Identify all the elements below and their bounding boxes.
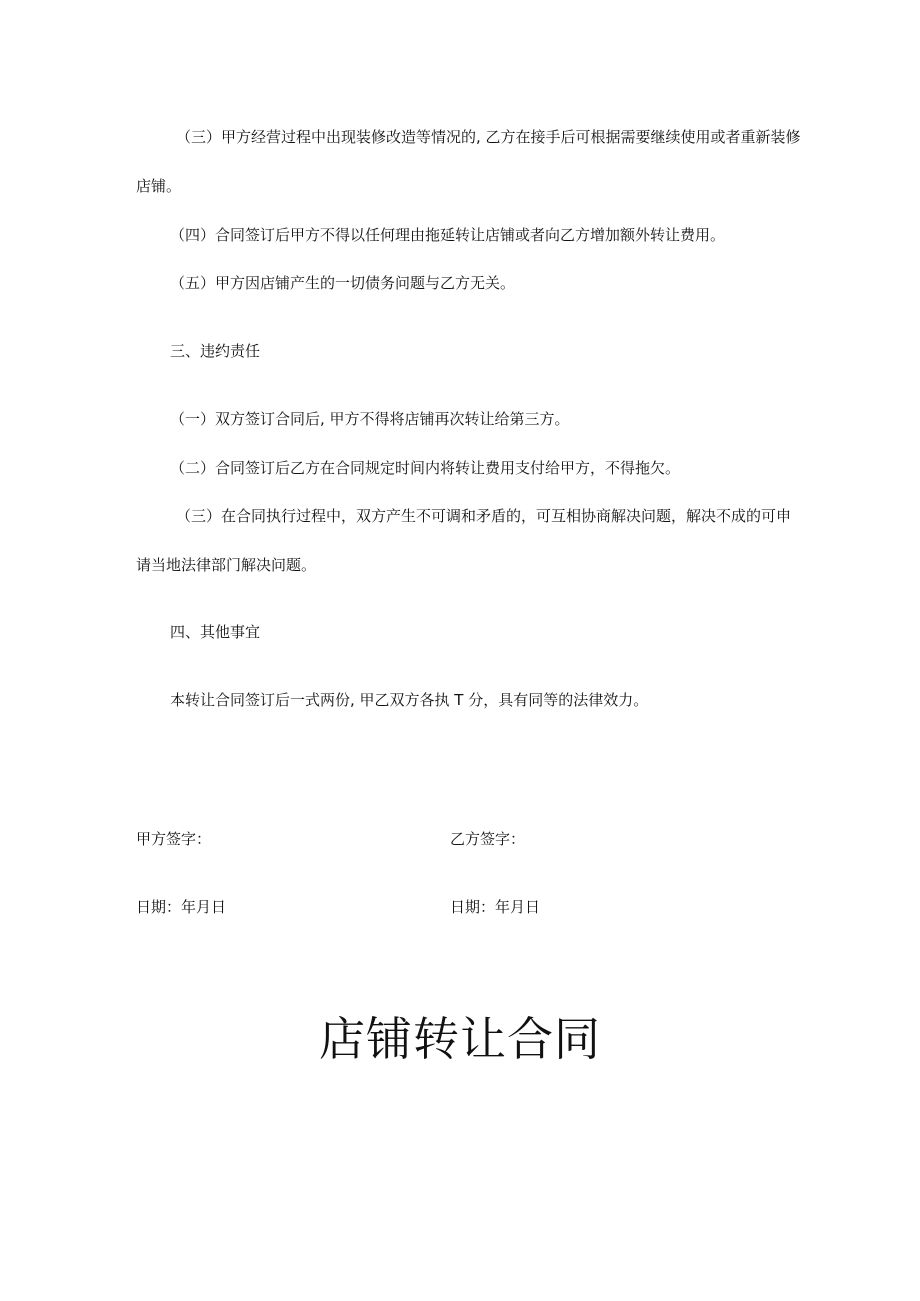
party-b-date-label: 日期：年月日	[450, 898, 541, 916]
signature-row	[136, 829, 836, 849]
party-a-date-label: 日期：年月日	[136, 898, 227, 916]
party-b-signature-label: 乙方签字：	[450, 830, 526, 848]
party-a-signature-label: 甲方签字：	[136, 830, 212, 848]
clause-2-5: （五）甲方因店铺产生的一切债务问题与乙方无关。	[170, 274, 516, 292]
date-row	[136, 897, 836, 917]
section-4-text: 本转让合同签订后一式两份, 甲乙双方各执 T 分，具有同等的法律效力。	[170, 691, 649, 709]
clause-3-1: （一）双方签订合同后, 甲方不得将店铺再次转让给第三方。	[170, 410, 570, 428]
document-title: 店铺转让合同	[319, 1012, 601, 1066]
clause-2-3-line-2: 店铺。	[136, 177, 182, 195]
clause-2-3-line-1: （三）甲方经营过程中出现装修改造等情况的, 乙方在接手后可根据需要继续使用或者重新装修	[176, 128, 801, 146]
clause-3-3-line-2: 请当地法律部门解决问题。	[136, 556, 317, 574]
clause-3-3-line-1: （三）在合同执行过程中，双方产生不可调和矛盾的，可互相协商解决问题，解决不成的可申	[176, 507, 792, 525]
clause-3-2: （二）合同签订后乙方在合同规定时间内将转让费用支付给甲方，不得拖欠。	[170, 459, 681, 477]
clause-2-4: （四）合同签订后甲方不得以任何理由拖延转让店铺或者向乙方增加额外转让费用。	[170, 226, 726, 244]
section-4-heading: 四、其他事宜	[170, 623, 261, 641]
section-3-heading: 三、违约责任	[170, 342, 261, 360]
